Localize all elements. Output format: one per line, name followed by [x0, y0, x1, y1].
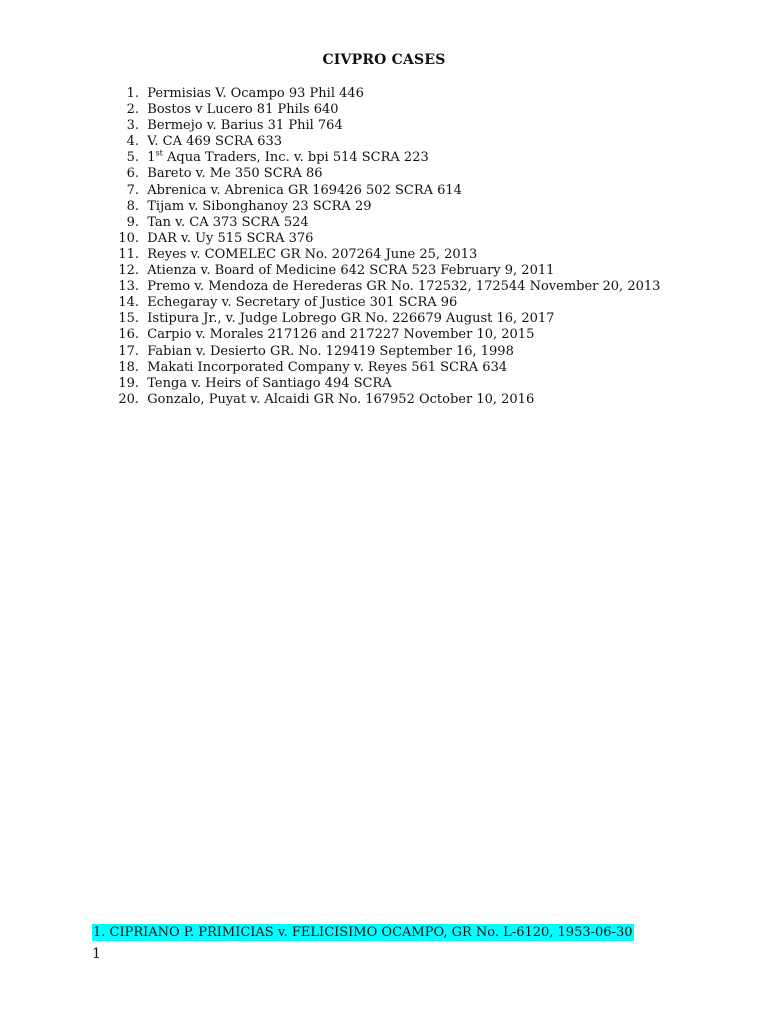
case-number: 18. — [118, 359, 139, 375]
case-number: 7. — [126, 182, 139, 198]
case-number: 14. — [118, 295, 139, 311]
case-number: 17. — [118, 343, 139, 359]
case-number: 12. — [118, 263, 139, 279]
case-number: 2. — [126, 102, 139, 118]
case-title: DAR v. Uy 515 SCRA 376 — [147, 230, 314, 246]
list-item — [108, 360, 660, 376]
ordinal-suffix: st — [155, 149, 163, 159]
list-item — [108, 376, 660, 392]
case-title: Tenga v. Heirs of Santiago 494 SCRA — [147, 375, 392, 391]
case-number: 8. — [126, 198, 139, 214]
list-item — [108, 183, 660, 199]
case-number: 16. — [118, 327, 139, 343]
case-number: 5. — [126, 150, 139, 166]
case-title: Bostos v Lucero 81 Phils 640 — [147, 102, 339, 118]
case-number: 9. — [126, 214, 139, 230]
case-number: 10. — [118, 230, 139, 246]
list-item — [108, 86, 660, 102]
case-title: Premo v. Mendoza de Herederas GR No. 172532, 172544 November 20, 2013 — [147, 279, 661, 295]
case-title: Permisias V. Ocampo 93 Phil 446 — [147, 86, 364, 101]
list-item — [108, 215, 660, 231]
case-number: 11. — [118, 246, 139, 262]
case-title: Abrenica v. Abrenica GR 169426 502 SCRA 614 — [147, 182, 462, 198]
page-number: 1 — [92, 946, 101, 962]
case-title: Gonzalo, Puyat v. Alcaidi GR No. 167952 October 10, 2016 — [147, 391, 535, 407]
case-number: 15. — [118, 311, 139, 327]
case-title: Tan v. CA 373 SCRA 524 — [147, 214, 309, 230]
list-item — [108, 311, 660, 327]
case-number: 20. — [118, 391, 139, 407]
document-title: CIVPRO CASES — [322, 52, 446, 68]
case-number: 1. — [126, 86, 139, 101]
case-title: Carpio v. Morales 217126 and 217227 November 10, 2015 — [147, 327, 535, 343]
case-title: Reyes v. COMELEC GR No. 207264 June 25, 2013 — [147, 246, 478, 262]
list-item — [108, 344, 660, 360]
list-item — [108, 134, 660, 150]
case-title: Istipura Jr., v. Judge Lobrego GR No. 226679 August 16, 2017 — [147, 311, 555, 327]
case-title: Tijam v. Sibonghanoy 23 SCRA 29 — [147, 198, 372, 214]
list-item — [108, 279, 660, 295]
case-title — [147, 150, 428, 166]
list-item — [108, 150, 660, 166]
list-item — [108, 118, 660, 134]
case-title: Echegaray v. Secretary of Justice 301 SCRA 96 — [147, 295, 458, 311]
case-title: Bareto v. Me 350 SCRA 86 — [147, 166, 323, 182]
highlighted-case-heading: 1. CIPRIANO P. PRIMICIAS v. FELICISIMO OCAMPO, GR No. L-6120, 1953-06-30 — [93, 925, 633, 940]
case-title: Bermejo v. Barius 31 Phil 764 — [147, 118, 343, 134]
list-item — [108, 199, 660, 215]
list-item — [108, 327, 660, 343]
case-title: Fabian v. Desierto GR. No. 129419 September 16, 1998 — [147, 343, 514, 359]
case-number: 3. — [126, 118, 139, 134]
case-title: Atienza v. Board of Medicine 642 SCRA 523 February 9, 2011 — [147, 263, 555, 279]
case-title: Makati Incorporated Company v. Reyes 561 SCRA 634 — [147, 359, 508, 375]
case-number: 13. — [118, 279, 139, 295]
list-item — [108, 247, 660, 263]
case-number: 4. — [126, 134, 139, 150]
list-item — [108, 392, 660, 408]
case-title: V. CA 469 SCRA 633 — [147, 134, 283, 150]
case-number: 19. — [118, 375, 139, 391]
case-title-prefix: 1 — [147, 150, 156, 166]
list-item — [108, 102, 660, 118]
list-item — [108, 263, 660, 279]
case-title-rest: Aqua Traders, Inc. v. bpi 514 SCRA 223 — [162, 150, 429, 166]
case-list — [108, 86, 660, 408]
list-item — [108, 231, 660, 247]
list-item — [108, 295, 660, 311]
list-item — [108, 166, 660, 182]
case-number: 6. — [126, 166, 139, 182]
